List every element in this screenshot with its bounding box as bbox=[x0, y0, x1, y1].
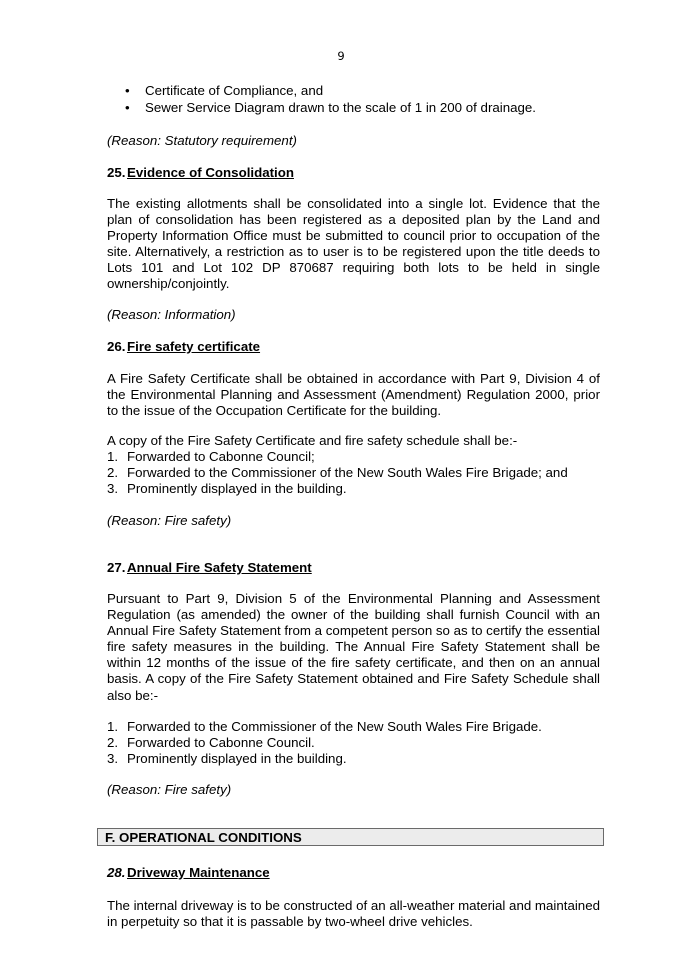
list-item: 1. Forwarded to the Commissioner of the New South Wales Fire Brigade. bbox=[107, 719, 542, 734]
bullet-icon: • bbox=[125, 100, 130, 115]
condition-28-heading: 28. Driveway Maintenance bbox=[107, 865, 270, 880]
condition-25-reason: (Reason: Information) bbox=[107, 307, 236, 322]
list-item: • Sewer Service Diagram drawn to the scale of 1 in 200 of drainage. bbox=[125, 100, 536, 115]
condition-25-heading: 25. Evidence of Consolidation bbox=[107, 165, 294, 180]
list-item: 3. Prominently displayed in the building. bbox=[107, 751, 347, 767]
condition-26-reason: (Reason: Fire safety) bbox=[107, 513, 232, 528]
section-f-header: F. OPERATIONAL CONDITIONS bbox=[97, 828, 604, 846]
list-item: 2. Forwarded to the Commissioner of the New South Wales Fire Brigade; and bbox=[107, 465, 568, 481]
condition-27-heading: 27. Annual Fire Safety Statement bbox=[107, 560, 312, 575]
list-item: • Certificate of Compliance, and bbox=[125, 83, 324, 98]
bullet-list bbox=[107, 82, 600, 116]
condition-28-body: The internal driveway is to be constructed of an all-weather material and maintained in perpetuity so that it is passable by two-wheel drive vehicles. bbox=[107, 898, 600, 930]
bullet-icon: • bbox=[125, 83, 130, 98]
reason-statutory: (Reason: Statutory requirement) bbox=[107, 133, 297, 148]
condition-27-reason: (Reason: Fire safety) bbox=[107, 782, 232, 797]
list-item: 3. Prominently displayed in the building. bbox=[107, 481, 347, 497]
list-item: 2. Forwarded to Cabonne Council. bbox=[107, 735, 315, 751]
list-item: 1. Forwarded to Cabonne Council; bbox=[107, 449, 315, 465]
condition-25-body: The existing allotments shall be consolidated into a single lot. Evidence that the plan of consolidation has been registered as a deposited plan by the Land and Property Information Office must be submitted to council prior to occupation of the site. Alternatively, a restriction as to user is to be registered upon the title deeds to Lots 101 and Lot 102 DP 870687 requiring both lots to be held in single ownership/conjointly. bbox=[107, 196, 600, 292]
page-number: 9 bbox=[337, 49, 345, 63]
condition-26-heading: 26. Fire safety certificate bbox=[107, 339, 261, 354]
condition-26-body: A Fire Safety Certificate shall be obtained in accordance with Part 9, Division 4 of the Environmental Planning and Assessment (Amendment) Regulation 2000, prior to the issue of the Occupation Certificate for the building. bbox=[107, 371, 600, 419]
condition-27-body: Pursuant to Part 9, Division 5 of the Environmental Planning and Assessment Regulation (as amended) the owner of the building shall furnish Council with an Annual Fire Safety Statement from a competent person so as to certify the essential fire safety measures in the building. The Annual Fire Safety Statement shall be within 12 months of the issue of the fire safety certificate, and then on an annual basis. A copy of the Fire Safety Statement obtained and Fire Safety Schedule shall also be:- bbox=[107, 591, 600, 703]
condition-27-list bbox=[107, 719, 600, 767]
condition-26-list: A copy of the Fire Safety Certificate and fire safety schedule shall be:- 1. Forwarded to Cabonne Council; 2. Forwarded to the Commissioner of the New South Wales Fire Brigade; and 3. Prominently displayed in the building. bbox=[107, 433, 600, 497]
